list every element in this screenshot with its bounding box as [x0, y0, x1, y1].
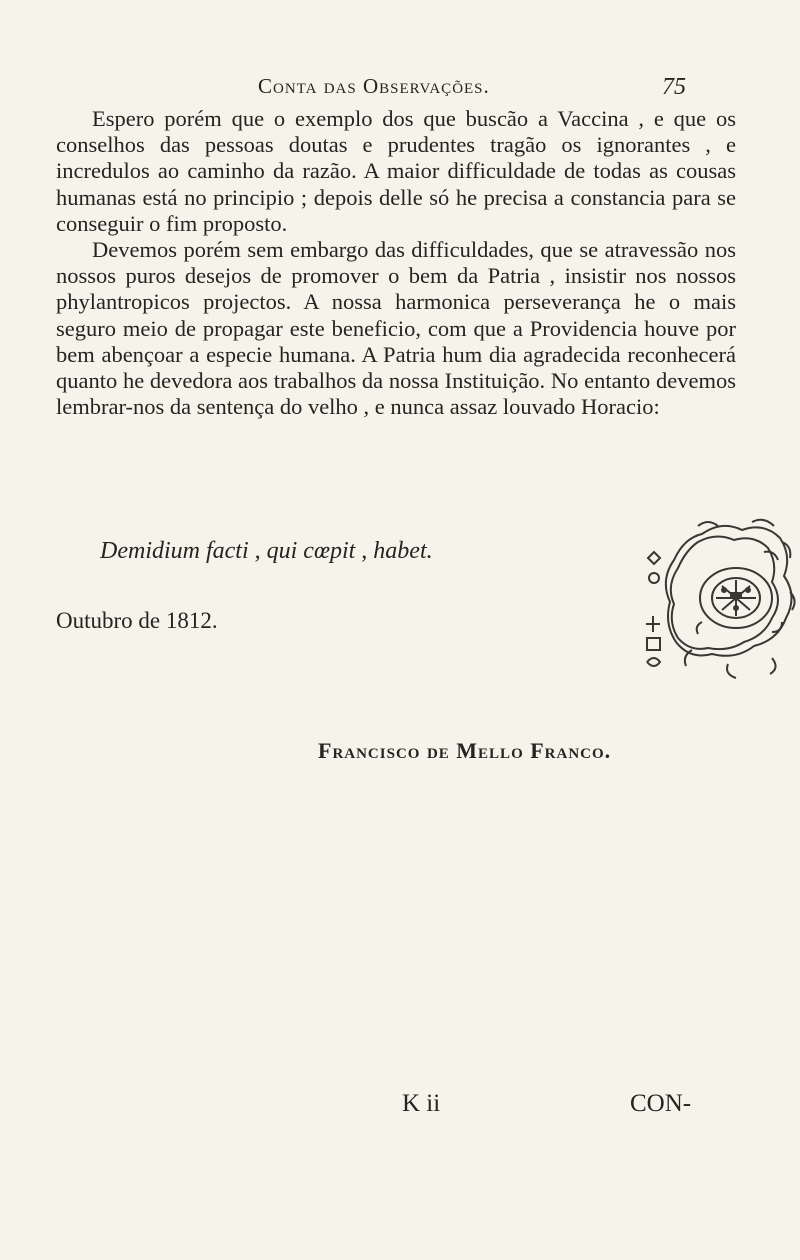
running-head: Conta das Observações. — [258, 74, 490, 98]
paragraph: Devemos porém sem embargo das difficuldades, que se atravessão nos nossos puros desejos de promover o bem da Patria , insistir nos nossos phylantropicos projectos. A nossa harmonica perseverança he o mais seguro meio de propagar este beneficio, com que a Providencia houve por bem abençoar a especie humana. A Patria hum dia agradecida reconhecerá quanto he devedora aos trabalhos da nossa Instituição. No entanto devemos lembrar-nos da sentença do velho , e nunca assaz louvado Horacio: — [56, 237, 736, 420]
body-text — [56, 106, 736, 420]
library-stamp-icon — [632, 512, 800, 682]
paragraph: Espero porém que o exemplo dos que buscão a Vaccina , e que os conselhos das pessoas doutas e prudentes tragão os ignorantes , e incredulos ao caminho da razão. A maior difficuldade de todas as cousas humanas está no principio ; depois delle só he precisa a constancia para se conseguir o fim proposto. — [56, 106, 736, 236]
author-signature: Francisco de Mello Franco. — [318, 738, 612, 763]
page-number: 75 — [662, 74, 686, 100]
dateline: Outubro de 1812. — [56, 608, 218, 633]
latin-motto: Demidium facti , qui cœpit , habet. — [100, 538, 433, 564]
catchword: CON- — [630, 1090, 692, 1117]
signature-mark: K ii — [402, 1090, 441, 1117]
